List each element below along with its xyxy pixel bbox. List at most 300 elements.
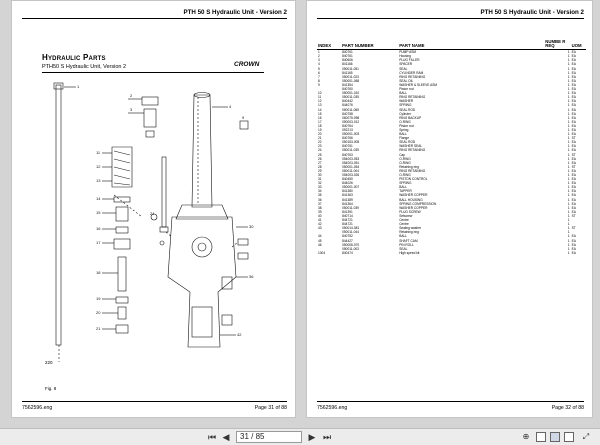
row-part-name: TAPPER xyxy=(399,189,412,194)
row-part-name: PUMP ASM xyxy=(399,50,417,55)
row-uom: ST xyxy=(571,152,576,157)
callout-label: 36 xyxy=(249,274,254,279)
brand-logo: CROWN xyxy=(234,61,260,68)
row-qty: 1 xyxy=(567,148,570,153)
piston-rod-part xyxy=(56,85,61,345)
callout-label: 24 xyxy=(150,211,155,216)
row-part-name: O-RING xyxy=(399,160,411,165)
row-index: 39 xyxy=(318,209,322,214)
footer-doc-id: 7562596.eng xyxy=(22,405,53,411)
row-part-name: Flange xyxy=(399,136,409,141)
row-qty: 1 xyxy=(567,95,570,100)
continuous-icon[interactable] xyxy=(564,432,574,442)
row-uom: EA xyxy=(571,156,576,161)
section-title: Hydraulic Parts xyxy=(42,53,106,62)
row-part-number: 840606 xyxy=(342,58,353,63)
row-qty: 1 xyxy=(567,103,570,108)
row-part-name: O-RING xyxy=(399,119,411,124)
row-qty: 1 xyxy=(567,111,570,116)
row-part-name: Retaining ring xyxy=(399,164,419,169)
row-index: 31 xyxy=(318,177,322,182)
section-rule xyxy=(42,72,264,73)
row-index: 33 xyxy=(318,185,322,190)
row-uom: EA xyxy=(571,87,576,92)
row-uom: EA xyxy=(571,70,576,75)
row-index: 38 xyxy=(318,205,322,210)
row-part-name: Cylinder xyxy=(399,111,411,116)
row-part-number: 840714 xyxy=(342,213,353,218)
row-index: 7 xyxy=(318,74,320,79)
row-part-name: RING RETAINING xyxy=(399,95,426,100)
row-index: 29 xyxy=(318,168,322,173)
row-part-name: RING RETAINING xyxy=(399,74,426,79)
row-uom: ST xyxy=(571,226,576,231)
row-index: 26 xyxy=(318,156,322,161)
viewer-toolbar xyxy=(0,428,600,445)
row-uom: EA xyxy=(571,119,576,124)
row-qty: 1 xyxy=(567,230,570,235)
row-uom: EA xyxy=(571,107,576,112)
row-index: 35 xyxy=(318,193,322,198)
row-index: 43 xyxy=(318,226,322,231)
row-uom: EA xyxy=(571,168,576,173)
row-part-number: 050011-039 xyxy=(342,205,359,210)
row-part-name: Setscrew xyxy=(399,213,413,218)
row-index: 40 xyxy=(318,213,322,218)
row-index: 13 xyxy=(318,103,322,108)
row-part-number: 844026 xyxy=(342,181,353,186)
row-part-number: 844427 xyxy=(342,238,353,243)
row-uom: EA xyxy=(571,95,576,100)
row-uom: ST xyxy=(571,136,576,141)
parts-table-body xyxy=(317,50,586,255)
next-page-icon[interactable]: ▶ xyxy=(308,432,316,442)
row-part-name: Spring xyxy=(399,127,409,132)
row-uom: EA xyxy=(571,209,576,214)
row-part-number: 050011-035 xyxy=(342,95,359,100)
row-qty: 1 xyxy=(567,50,570,55)
row-part-number: 840752 xyxy=(342,234,353,239)
row-qty: 1 xyxy=(567,115,570,120)
row-qty: 1 xyxy=(567,58,570,63)
row-part-number: 050014-081 xyxy=(342,226,360,231)
zoom-in-icon[interactable]: ⊕ xyxy=(522,432,530,441)
callout-label: 4 xyxy=(229,104,232,109)
callout-label: 30 xyxy=(249,224,254,229)
callout-label: 42 xyxy=(237,332,242,337)
row-part-name: BALL xyxy=(399,234,408,239)
callout-label: 2 xyxy=(130,93,133,98)
row-part-name: O-RING xyxy=(399,173,411,177)
callout-label: 1 xyxy=(77,84,80,89)
row-uom: EA xyxy=(571,111,576,116)
table-row xyxy=(317,251,586,255)
row-index: 12 xyxy=(318,99,322,104)
row-part-number: 841391 xyxy=(342,209,353,214)
row-uom: EA xyxy=(571,250,576,255)
row-index: 4 xyxy=(318,62,320,67)
row-qty: 1 xyxy=(567,82,570,87)
row-part-number: 050011-044 xyxy=(342,230,359,235)
row-index: 23 xyxy=(318,144,322,149)
row-uom: EA xyxy=(571,66,576,71)
row-part-number: 050011-035 xyxy=(342,148,359,153)
row-uom: EA xyxy=(571,127,576,132)
row-uom: EA xyxy=(571,132,576,137)
row-qty: 1 xyxy=(567,164,570,169)
row-uom: EA xyxy=(571,58,576,63)
row-part-name: Retaining ring xyxy=(399,230,419,235)
row-qty: 1 xyxy=(567,238,570,243)
row-part-number: 841364 xyxy=(342,201,353,206)
row-index: 17 xyxy=(318,119,322,124)
row-part-number: 844721 xyxy=(342,222,353,227)
footer-page-number: Page 32 of 88 xyxy=(551,405,584,411)
row-uom: EA xyxy=(571,173,576,177)
row-index: 14 xyxy=(318,107,322,112)
row-part-name: PIN ROLL xyxy=(399,242,414,247)
row-uom: EA xyxy=(571,234,576,239)
row-part-number: 841389 xyxy=(342,197,353,202)
row-uom: EA xyxy=(571,74,576,79)
callout-label: 15 xyxy=(96,210,101,215)
row-part-name: PLUG FILLER xyxy=(399,58,420,63)
row-part-name: Housing xyxy=(399,54,411,59)
row-uom: ST xyxy=(571,213,576,218)
row-part-number: 840763 xyxy=(342,152,353,157)
row-index: 19 xyxy=(318,127,322,132)
row-part-name: High speed kit xyxy=(399,250,420,255)
row-part-name: RING RETAINING xyxy=(399,168,426,173)
row-part-name: WASHER xyxy=(399,99,414,104)
row-part-name: SPACER xyxy=(399,62,413,67)
row-part-number: 840760 xyxy=(342,87,353,92)
row-index: 15 xyxy=(318,111,322,116)
row-part-number: 844721 xyxy=(342,218,353,223)
row-index: 41 xyxy=(318,218,322,223)
row-uom: EA xyxy=(571,91,576,96)
row-part-number: 841165 xyxy=(342,70,353,75)
row-part-number: 844076 xyxy=(342,103,353,108)
row-uom: EA xyxy=(571,189,576,194)
row-index: 1004 xyxy=(318,250,326,255)
row-qty: 1 xyxy=(567,144,570,149)
row-part-name: WASHER COPPER xyxy=(399,205,428,210)
footer-doc-id: 7562596.eng xyxy=(317,405,348,411)
row-index: 25 xyxy=(318,152,322,157)
row-uom: EA xyxy=(571,82,576,87)
page-code: 220 xyxy=(45,360,53,365)
row-index: 1 xyxy=(318,50,320,55)
row-uom: EA xyxy=(571,123,576,128)
section-subtitle: PTH50 S Hydraulic Unit, Version 2 xyxy=(42,64,127,70)
row-part-number: 050011-051 xyxy=(342,66,359,71)
row-index: 11 xyxy=(318,95,322,100)
row-uom: EA xyxy=(571,160,576,165)
row-qty: 1 xyxy=(567,123,570,128)
row-uom: EA xyxy=(571,148,576,153)
row-uom: EA xyxy=(571,201,576,206)
row-uom: EA xyxy=(571,99,576,104)
row-part-number: 841354 xyxy=(342,82,353,87)
row-part-number: 050006-070 xyxy=(342,242,360,247)
row-index: 30 xyxy=(318,173,322,177)
row-part-number: 050001-010 xyxy=(342,91,360,96)
row-uom: EA xyxy=(571,205,576,210)
row-part-name: Sealing washer xyxy=(399,226,422,231)
callout-label: 11 xyxy=(96,150,101,155)
row-qty: 1 xyxy=(567,66,570,71)
row-qty: 1 xyxy=(567,132,570,137)
row-index: 46 xyxy=(318,242,322,247)
parts-table xyxy=(317,40,586,255)
row-part-number: 050001-054 xyxy=(342,164,360,169)
row-index: 21 xyxy=(318,136,322,141)
row-qty: 1 xyxy=(567,185,570,190)
row-part-number: 841166 xyxy=(342,62,353,67)
row-qty: 1 xyxy=(567,127,570,132)
row-part-name: WASHER & SLEEVE ASM xyxy=(399,82,438,87)
row-uom: EA xyxy=(571,181,576,186)
row-qty: 1 xyxy=(567,99,570,104)
row-part-name: PISTON CONTROL xyxy=(399,177,428,182)
col-uom: UOM xyxy=(571,40,586,50)
row-part-name: O-RING xyxy=(399,156,411,161)
row-uom: ST xyxy=(571,164,576,169)
row-qty: 1 xyxy=(567,140,570,145)
row-uom: EA xyxy=(571,62,576,67)
row-part-number: 840758 xyxy=(342,111,353,116)
row-part-number: 840474 xyxy=(342,250,353,255)
row-uom: EA xyxy=(571,193,576,198)
row-part-number: 054003-051 xyxy=(342,160,360,165)
page-indicator-input[interactable]: 31 / 85 xyxy=(236,431,302,443)
row-part-name: Centre xyxy=(399,222,409,227)
row-index: 2 xyxy=(318,54,320,59)
row-part-name: SPRING COMPRESSION xyxy=(399,201,437,206)
row-qty: 1 xyxy=(567,209,570,214)
header-rule xyxy=(317,18,584,19)
row-qty: 1 xyxy=(567,156,570,161)
row-part-name: RING BACKUP xyxy=(399,115,422,120)
row-part-name: BALL xyxy=(399,91,408,96)
row-index: 45 xyxy=(318,238,322,243)
row-part-number: 840766 xyxy=(342,136,353,141)
row-part-number: 050001-003 xyxy=(342,132,360,137)
row-part-name: Piston rod xyxy=(399,87,414,92)
row-index: 22 xyxy=(318,140,322,145)
row-qty: 1 xyxy=(567,160,570,165)
row-index: 5 xyxy=(318,66,320,71)
row-part-name: Centre xyxy=(399,218,409,223)
row-qty: 1 xyxy=(567,119,570,124)
row-qty: 1 xyxy=(567,197,570,202)
callout-label: 20 xyxy=(96,310,101,315)
two-page-icon[interactable] xyxy=(550,432,560,442)
fullscreen-icon[interactable]: ⤢ xyxy=(582,432,590,441)
col-part-number: PART NUMBER xyxy=(341,40,398,50)
row-part-name: BALL xyxy=(399,185,408,190)
row-index: 37 xyxy=(318,201,322,206)
row-part-number: 840761 xyxy=(342,144,353,149)
row-qty: 1 xyxy=(567,152,570,157)
row-part-name: WASHER COPPER xyxy=(399,193,428,198)
row-uom: EA xyxy=(571,144,576,149)
prev-page-icon[interactable]: ◀ xyxy=(222,432,230,442)
row-index: 16 xyxy=(318,115,322,120)
row-part-number: 840450 xyxy=(342,177,353,182)
row-index: 32 xyxy=(318,181,322,186)
callout-label: 9 xyxy=(242,115,245,120)
row-part-number: 841380 xyxy=(342,189,353,194)
row-qty: 1 xyxy=(567,250,570,255)
row-uom: EA xyxy=(571,197,576,202)
row-part-number: 050001-007 xyxy=(342,185,360,190)
row-part-number: 841363 xyxy=(342,193,353,198)
row-part-name: SPRING xyxy=(399,103,412,108)
row-part-name: SEAL xyxy=(399,66,408,71)
footer-page-number: Page 31 of 88 xyxy=(254,405,287,411)
row-index: 18 xyxy=(318,123,322,128)
callout-label: 21 xyxy=(96,326,101,331)
figure-label: Fig. 8 xyxy=(45,386,57,391)
callout-label: 18 xyxy=(96,270,101,275)
row-qty: 1 xyxy=(567,136,570,141)
row-qty: 1 xyxy=(567,242,570,247)
row-index: 3 xyxy=(318,58,320,63)
row-part-number: 840442 xyxy=(342,99,353,104)
row-part-number: 840764 xyxy=(342,123,353,128)
row-part-name: SEAL ROD xyxy=(399,107,416,112)
row-part-name: Piston rod xyxy=(399,123,414,128)
col-part-name: PART NAME xyxy=(398,40,544,50)
row-qty: 1 xyxy=(567,181,570,186)
first-page-icon[interactable]: ⏮ xyxy=(207,432,217,442)
callout-label: 12 xyxy=(96,164,101,169)
row-uom: EA xyxy=(571,140,576,145)
row-uom: EA xyxy=(571,185,576,190)
row-qty: 1 xyxy=(567,173,570,177)
row-qty: 1 xyxy=(567,193,570,198)
row-qty: 1 xyxy=(567,177,570,182)
row-qty: 1 xyxy=(567,222,570,227)
row-part-name: PLUG SCREW xyxy=(399,209,421,214)
row-uom: EA xyxy=(571,177,576,182)
row-part-number: 050001-068 xyxy=(342,78,360,83)
row-index: 28 xyxy=(318,164,322,169)
row-part-number: 050011-065 xyxy=(342,107,359,112)
row-part-number: 092213 xyxy=(342,127,353,132)
row-qty: 1 xyxy=(567,246,570,251)
row-index: 20 xyxy=(318,132,322,137)
row-index: 34 xyxy=(318,189,322,194)
row-qty: 1 xyxy=(567,168,570,173)
row-part-number: 840761 xyxy=(342,54,353,59)
row-qty: 1 xyxy=(567,213,570,218)
row-qty: 1 xyxy=(567,189,570,194)
row-uom: EA xyxy=(571,115,576,120)
cylinder-part xyxy=(192,95,212,207)
row-uom: EA xyxy=(571,78,576,83)
col-index: INDEX xyxy=(317,40,341,50)
row-part-number: 054003-053 xyxy=(342,156,360,161)
row-part-name: SEAL xyxy=(399,246,408,251)
row-index: 8 xyxy=(318,78,320,83)
row-uom: EA xyxy=(571,238,576,243)
row-qty: 1 xyxy=(567,91,570,96)
row-uom: EA xyxy=(571,103,576,108)
row-part-name: SEAL OIL xyxy=(399,78,414,83)
callout-label: 14 xyxy=(96,196,101,201)
row-part-name: CYLINDER RAM xyxy=(399,70,424,75)
pump-housing-part xyxy=(168,217,236,347)
left-page xyxy=(11,0,296,418)
row-part-name: SEAL ROD xyxy=(399,140,416,145)
row-qty: 1 xyxy=(567,205,570,210)
row-qty: 1 xyxy=(567,201,570,206)
header-rule xyxy=(22,18,287,19)
row-uom: EA xyxy=(571,242,576,247)
row-qty: 1 xyxy=(567,54,570,59)
row-part-name: RING RETAINING xyxy=(399,148,426,153)
row-qty: 1 xyxy=(567,226,570,231)
row-uom: EA xyxy=(571,54,576,59)
row-uom: EA xyxy=(571,246,576,251)
row-index: 42 xyxy=(318,222,322,227)
row-part-name: Cap xyxy=(399,152,406,157)
row-index: 24 xyxy=(318,148,322,153)
row-qty: 1 xyxy=(567,70,570,75)
row-part-name: WASHER SEAL xyxy=(399,144,423,149)
row-part-name: SPRING xyxy=(399,181,412,186)
row-index: 10 xyxy=(318,91,322,96)
col-qty: NUMBE R REQ xyxy=(544,40,570,50)
callout-label: 3 xyxy=(130,107,133,112)
row-qty: 1 xyxy=(567,78,570,83)
table-header-row xyxy=(317,40,586,50)
last-page-icon[interactable]: ⏭ xyxy=(322,432,332,442)
footer-rule xyxy=(22,401,287,402)
callout-label: 16 xyxy=(96,226,101,231)
row-qty: 1 xyxy=(567,218,570,223)
row-part-name: SHAFT CAM xyxy=(399,238,418,243)
row-part-number: 050011-004 xyxy=(342,168,359,173)
row-qty: 1 xyxy=(567,62,570,67)
right-page xyxy=(306,0,593,418)
row-qty: 1 xyxy=(567,234,570,239)
row-part-name: BALL xyxy=(399,132,408,137)
row-index: 9 xyxy=(318,82,320,87)
row-index: 6 xyxy=(318,70,320,75)
row-uom: EA xyxy=(571,50,576,55)
page-header: PTH 50 S Hydraulic Unit - Version 2 xyxy=(480,9,584,16)
row-qty: 1 xyxy=(567,87,570,92)
page-header: PTH 50 S Hydraulic Unit - Version 2 xyxy=(183,9,287,16)
footer-rule xyxy=(317,401,584,402)
row-part-name: BALL HOUSING xyxy=(399,197,423,202)
row-qty: 1 xyxy=(567,107,570,112)
single-page-icon[interactable] xyxy=(536,432,546,442)
exploded-parts-diagram xyxy=(42,77,264,387)
row-part-number: 054003-026 xyxy=(342,173,360,177)
row-part-number: 840761 xyxy=(342,50,353,55)
row-index: 36 xyxy=(318,197,322,202)
row-part-number: 060075-098 xyxy=(342,115,360,120)
row-qty: 1 xyxy=(567,74,570,79)
row-part-number: 050011-023 xyxy=(342,74,359,79)
callout-label: 19 xyxy=(96,296,101,301)
row-index: 44 xyxy=(318,234,322,239)
